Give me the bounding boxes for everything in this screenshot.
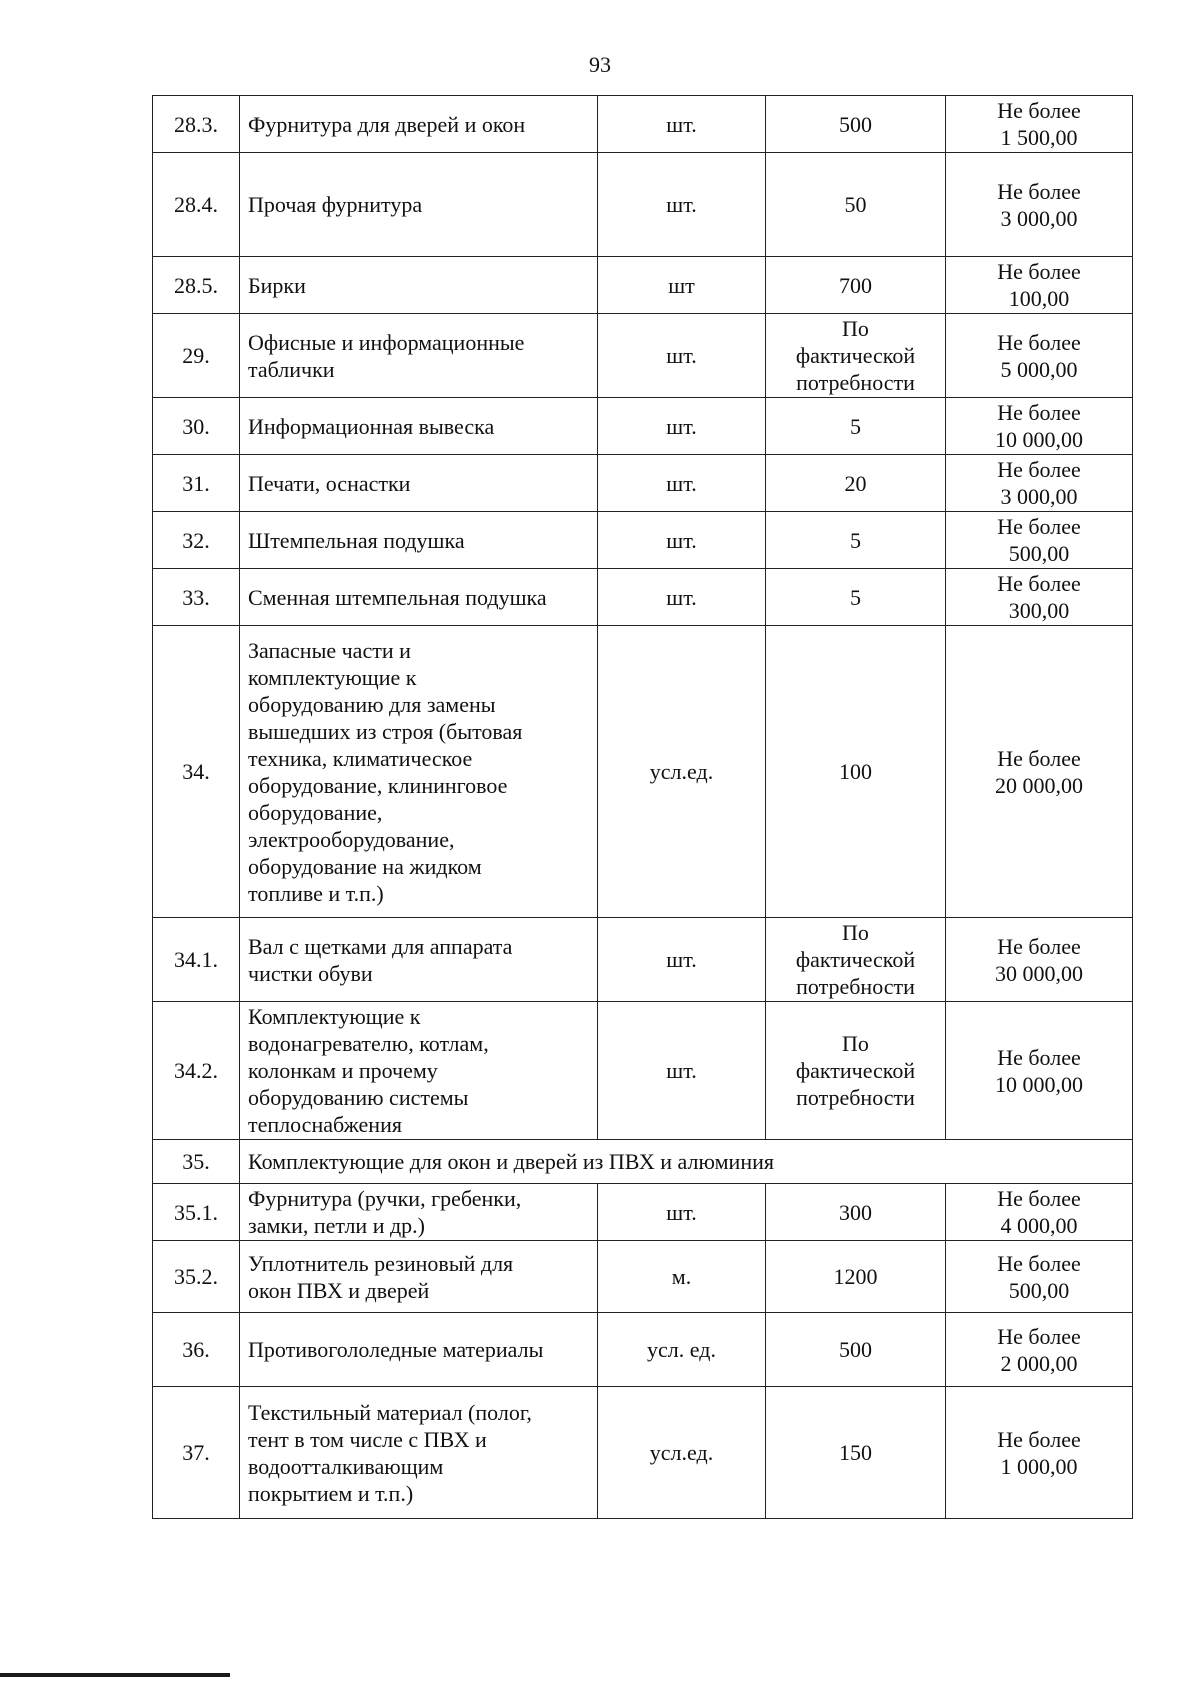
row-number-cell: 29. [153, 314, 240, 398]
row-number-cell: 28.3. [153, 96, 240, 153]
section-title-cell: Комплектующие для окон и дверей из ПВХ и алюминия [240, 1140, 1133, 1184]
items-table-body [153, 96, 1133, 1519]
table-row [153, 1140, 1133, 1184]
table-row [153, 512, 1133, 569]
quantity-cell: 50 [766, 153, 946, 257]
unit-cell: шт. [598, 398, 766, 455]
scan-edge-line [0, 1673, 230, 1677]
price-cell: Не более 2 000,00 [946, 1313, 1133, 1387]
unit-cell: шт. [598, 918, 766, 1002]
item-name-cell: Сменная штемпельная подушка [240, 569, 598, 626]
price-cell: Не более 10 000,00 [946, 1002, 1133, 1140]
item-name-cell: Фурнитура для дверей и окон [240, 96, 598, 153]
price-cell: Не более 1 500,00 [946, 96, 1133, 153]
quantity-cell: По фактической потребности [766, 314, 946, 398]
item-name-cell: Штемпельная подушка [240, 512, 598, 569]
price-cell: Не более 500,00 [946, 1241, 1133, 1313]
unit-cell: шт [598, 257, 766, 314]
price-cell: Не более 3 000,00 [946, 153, 1133, 257]
price-cell: Не более 3 000,00 [946, 455, 1133, 512]
unit-cell: усл.ед. [598, 626, 766, 918]
price-cell: Не более 5 000,00 [946, 314, 1133, 398]
item-name-cell: Бирки [240, 257, 598, 314]
table-row [153, 96, 1133, 153]
item-name-cell: Запасные части и комплектующие к оборудованию для замены вышедших из строя (бытовая техника, климатическое оборудование, клининговое оборудование, электрооборудование, оборудование на жидком топливе и т.п.) [240, 626, 598, 918]
table-row [153, 1002, 1133, 1140]
price-cell: Не более 4 000,00 [946, 1184, 1133, 1241]
quantity-cell: 500 [766, 96, 946, 153]
table-row [153, 257, 1133, 314]
item-name-cell: Информационная вывеска [240, 398, 598, 455]
unit-cell: шт. [598, 569, 766, 626]
row-number-cell: 34.1. [153, 918, 240, 1002]
table-row [153, 398, 1133, 455]
item-name-cell: Офисные и информационные таблички [240, 314, 598, 398]
quantity-cell: 1200 [766, 1241, 946, 1313]
quantity-cell: 20 [766, 455, 946, 512]
unit-cell: усл.ед. [598, 1387, 766, 1519]
quantity-cell: По фактической потребности [766, 1002, 946, 1140]
unit-cell: усл. ед. [598, 1313, 766, 1387]
quantity-cell: 5 [766, 398, 946, 455]
unit-cell: шт. [598, 1184, 766, 1241]
table-row [153, 626, 1133, 918]
quantity-cell: 100 [766, 626, 946, 918]
item-name-cell: Противогололедные материалы [240, 1313, 598, 1387]
page-number: 93 [589, 52, 611, 77]
quantity-cell: 150 [766, 1387, 946, 1519]
quantity-cell: 700 [766, 257, 946, 314]
quantity-cell: 5 [766, 569, 946, 626]
unit-cell: шт. [598, 153, 766, 257]
unit-cell: шт. [598, 512, 766, 569]
table-row [153, 1241, 1133, 1313]
quantity-cell: По фактической потребности [766, 918, 946, 1002]
table-row [153, 918, 1133, 1002]
row-number-cell: 33. [153, 569, 240, 626]
row-number-cell: 28.4. [153, 153, 240, 257]
row-number-cell: 31. [153, 455, 240, 512]
table-row [153, 1313, 1133, 1387]
row-number-cell: 35.2. [153, 1241, 240, 1313]
item-name-cell: Комплектующие к водонагревателю, котлам, колонкам и прочему оборудованию системы теплоснабжения [240, 1002, 598, 1140]
item-name-cell: Уплотнитель резиновый для окон ПВХ и дверей [240, 1241, 598, 1313]
table-row [153, 153, 1133, 257]
price-cell: Не более 300,00 [946, 569, 1133, 626]
table-row [153, 455, 1133, 512]
row-number-cell: 35. [153, 1140, 240, 1184]
table-row [153, 1387, 1133, 1519]
price-cell: Не более 1 000,00 [946, 1387, 1133, 1519]
item-name-cell: Фурнитура (ручки, гребенки, замки, петли и др.) [240, 1184, 598, 1241]
quantity-cell: 5 [766, 512, 946, 569]
quantity-cell: 500 [766, 1313, 946, 1387]
items-table [152, 95, 1133, 1519]
row-number-cell: 34.2. [153, 1002, 240, 1140]
price-cell: Не более 30 000,00 [946, 918, 1133, 1002]
unit-cell: шт. [598, 96, 766, 153]
row-number-cell: 28.5. [153, 257, 240, 314]
row-number-cell: 30. [153, 398, 240, 455]
price-cell: Не более 100,00 [946, 257, 1133, 314]
table-row [153, 569, 1133, 626]
row-number-cell: 37. [153, 1387, 240, 1519]
item-name-cell: Прочая фурнитура [240, 153, 598, 257]
quantity-cell: 300 [766, 1184, 946, 1241]
row-number-cell: 32. [153, 512, 240, 569]
row-number-cell: 36. [153, 1313, 240, 1387]
table-row [153, 314, 1133, 398]
item-name-cell: Вал с щетками для аппарата чистки обуви [240, 918, 598, 1002]
unit-cell: шт. [598, 1002, 766, 1140]
row-number-cell: 34. [153, 626, 240, 918]
unit-cell: шт. [598, 455, 766, 512]
price-cell: Не более 500,00 [946, 512, 1133, 569]
price-cell: Не более 20 000,00 [946, 626, 1133, 918]
row-number-cell: 35.1. [153, 1184, 240, 1241]
price-cell: Не более 10 000,00 [946, 398, 1133, 455]
item-name-cell: Текстильный материал (полог, тент в том числе с ПВХ и водоотталкивающим покрытием и т.п.) [240, 1387, 598, 1519]
table-row [153, 1184, 1133, 1241]
item-name-cell: Печати, оснастки [240, 455, 598, 512]
unit-cell: м. [598, 1241, 766, 1313]
unit-cell: шт. [598, 314, 766, 398]
